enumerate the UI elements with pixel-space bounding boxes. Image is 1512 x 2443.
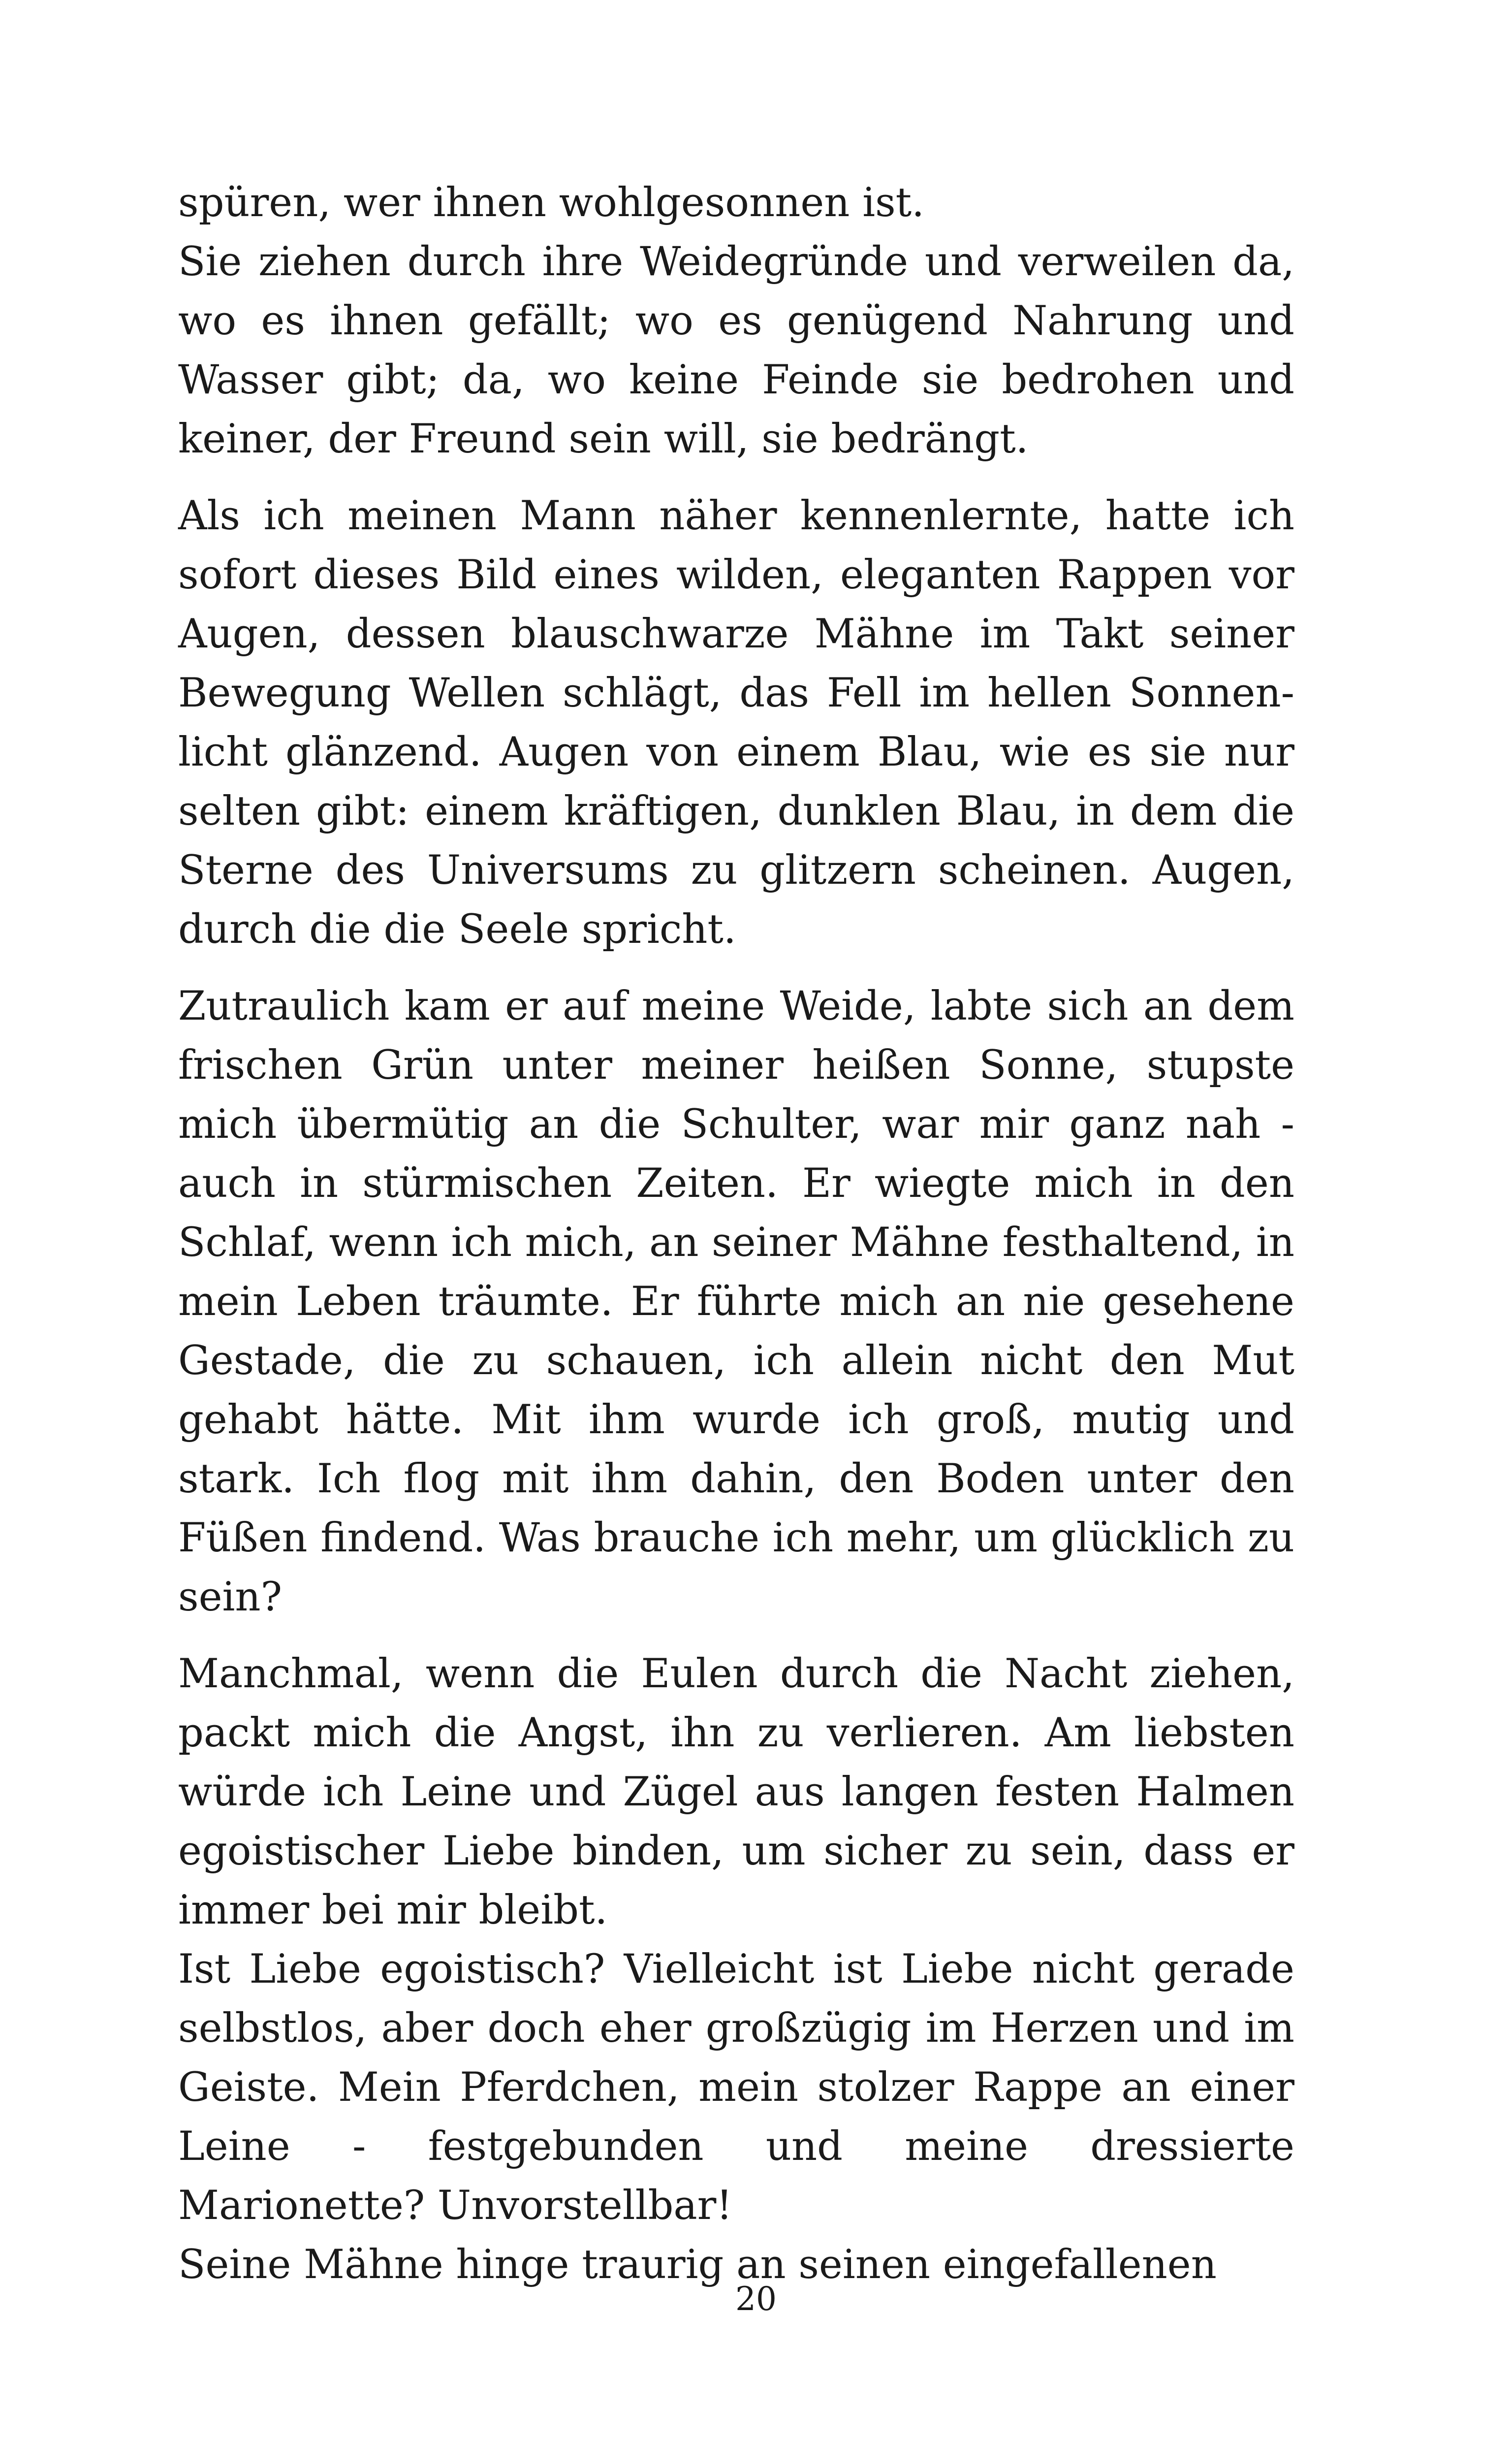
paragraph-trust: Zutraulich kam er auf meine Weide, labte sich an dem frischen Grün unter meiner heißen Sonne, stupste mich übermütig an die Schulter, war mir ganz nah - auch in stürmischen Zeiten. Er wiegte mich in den Schlaf, wenn ich mich, an seiner Mähne festhaltend, in mein Leben träumte. Er führte mich an nie gesehene Gestade, die zu schauen, ich allein nicht den Mut gehabt hätte. Mit ihm wurde ich groß, mutig und stark. Ich flog mit ihm dahin, den Boden unter den Füßen findend. Was brauche ich mehr, um glücklich zu sein? [178, 983, 1294, 1620]
body-text [178, 173, 1294, 2294]
paragraph-continuation: spüren, wer ihnen wohlgesonnen ist. [178, 180, 924, 226]
paragraph-mane: Seine Mähne hinge traurig an seinen eingefallenen [178, 2242, 1217, 2288]
paragraph-first-impression: Als ich meinen Mann näher kennenlernte, hatte ich sofort dieses Bild eines wilden, eleganten Rappen vor Augen, dessen blauschwarze Mähne im Takt seiner Bewegung Wellen schlägt, das Fell im hellen Sonnenlicht glänzend. Augen von einem Blau, wie es sie nur selten gibt: einem kräftigen, dunklen Blau, in dem die Sterne des Universums zu glitzern scheinen. Augen, durch die die Seele spricht. [178, 493, 1294, 953]
paragraph-question: Ist Liebe egoistisch? Vielleicht ist Liebe nicht gerade selbstlos, aber doch eher großzügig im Herzen und im Geiste. Mein Pferdchen, mein stolzer Rappe an einer Leine - festgebunden und meine dressierte Marionette? Unvorstellbar! [178, 1946, 1294, 2229]
paragraph-grazing: Sie ziehen durch ihre Weidegründe und verweilen da, wo es ihnen gefällt; wo es genügend Nahrung und Wasser gibt; da, wo keine Feinde sie bedrohen und keiner, der Freund sein will, sie bedrängt. [178, 239, 1294, 462]
paragraph-fear: Manchmal, wenn die Eulen durch die Nacht ziehen, packt mich die Angst, ihn zu verlieren. Am liebsten würde ich Leine und Zügel aus langen festen Halmen egoistischer Liebe binden, um sicher zu sein, dass er immer bei mir bleibt. [178, 1651, 1294, 1933]
page-number: 20 [735, 2280, 777, 2318]
